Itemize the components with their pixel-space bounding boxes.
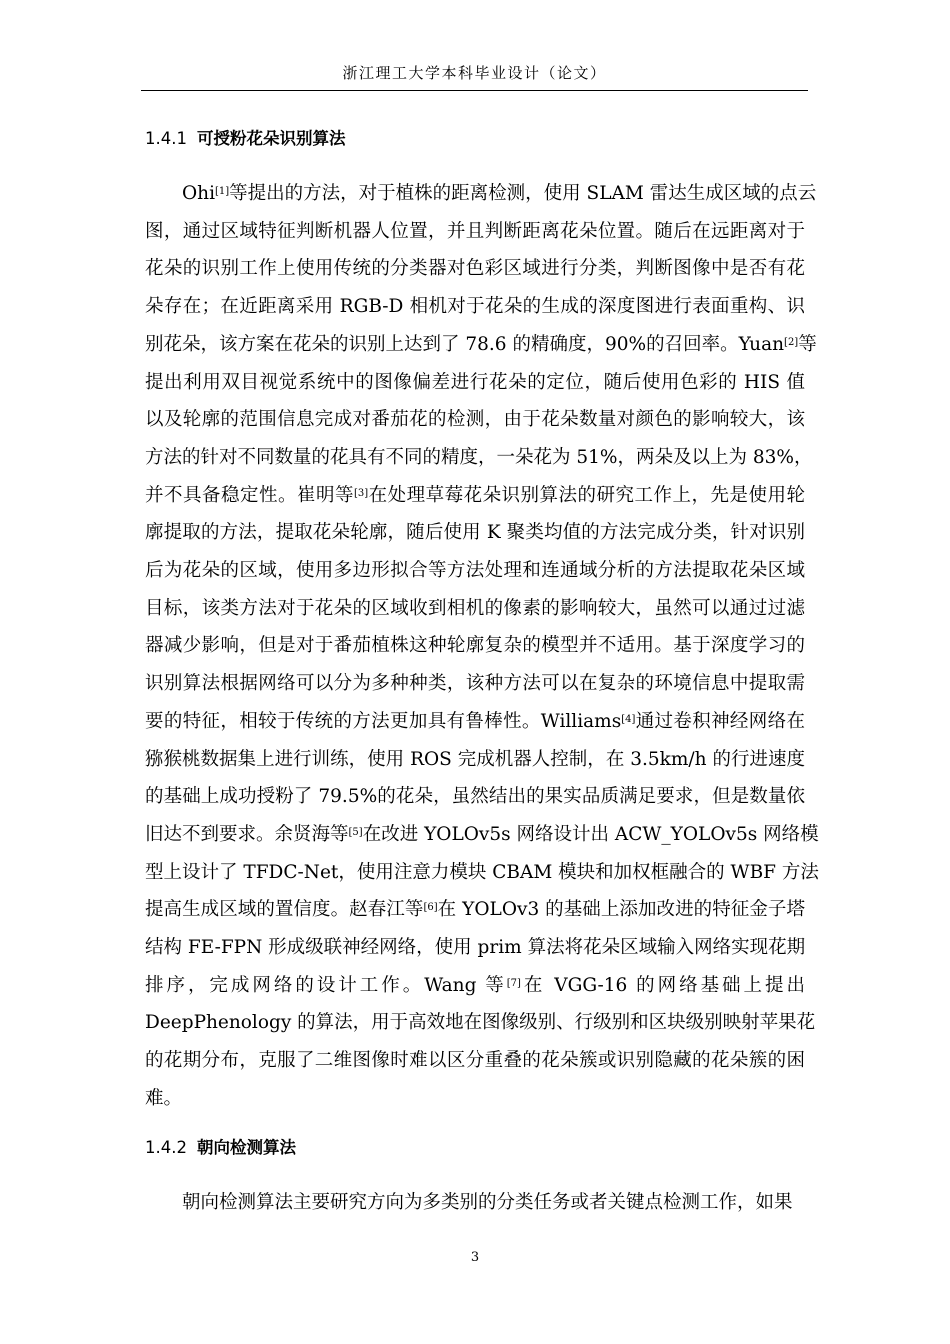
- text-line: 图，通过区域特征判断机器人位置，并且判断距离花朵位置。随后在远距离对于: [145, 220, 805, 242]
- text-line: 旧达不到要求。余贤海等[5]在改进 YOLOv5s 网络设计出 ACW_YOLOv5s 网络模: [145, 823, 819, 845]
- running-header: [141, 56, 808, 91]
- text-line: 别花朵，该方案在花朵的识别上达到了 78.6 的精确度，90%的召回率。Yuan[2]等: [145, 333, 817, 355]
- section-title: 可授粉花朵识别算法: [196, 129, 346, 148]
- section-number: 1.4.1: [145, 129, 187, 148]
- text-line: 难。: [145, 1087, 183, 1109]
- text-line: 结构 FE-FPN 形成级联神经网络，使用 prim 算法将花朵区域输入网络实现花期: [145, 937, 806, 958]
- section-number: 1.4.2: [145, 1138, 187, 1157]
- text-line: 要的特征，相较于传统的方法更加具有鲁棒性。Williams[4]通过卷积神经网络在: [145, 710, 805, 732]
- text-line: 提高生成区域的置信度。赵春江等[6]在 YOLOv3 的基础上添加改进的特征金子塔: [145, 899, 805, 921]
- section-title: 朝向检测算法: [196, 1138, 296, 1157]
- text-line: 廓提取的方法，提取花朵轮廓，随后使用 K 聚类均值的方法完成分类，针对识别: [145, 522, 805, 544]
- text-line: 排序，完成网络的设计工作。Wang 等[7]在 VGG-16 的网络基础上提出: [145, 974, 805, 996]
- text-line: Ohi[1]等提出的方法，对于植株的距离检测，使用 SLAM 雷达生成区域的点云: [145, 183, 817, 204]
- text-line: 花朵的识别工作上使用传统的分类器对色彩区域进行分类，判断图像中是否有花: [145, 258, 805, 280]
- page-number: 3: [470, 1250, 480, 1265]
- text-line: 的花期分布，克服了二维图像时难以区分重叠的花朵簇或识别隐藏的花朵簇的困: [145, 1050, 805, 1072]
- section-heading-1-4-1: [145, 125, 345, 149]
- text-line: 后为花朵的区域，使用多边形拟合等方法处理和连通域分析的方法提取花朵区域: [145, 560, 805, 581]
- text-line: 以及轮廓的范围信息完成对番茄花的检测，由于花朵数量对颜色的影响较大，该: [145, 409, 805, 431]
- text-line: 朝向检测算法主要研究方向为多类别的分类任务或者关键点检测工作，如果: [145, 1192, 793, 1213]
- text-line: 并不具备稳定性。崔明等[3]在处理草莓花朵识别算法的研究工作上，先是使用轮: [145, 484, 805, 506]
- text-line: 猕猴桃数据集上进行训练，使用 ROS 完成机器人控制，在 3.5km/h 的行进速度: [145, 748, 805, 770]
- text-line: 方法的针对不同数量的花具有不同的精度，一朵花为 51%，两朵及以上为 83%，: [145, 446, 813, 468]
- text-line: 识别算法根据网络可以分为多种种类，该种方法可以在复杂的环境信息中提取需: [145, 673, 805, 695]
- text-line: DeepPhenology 的算法，用于高效地在图像级别、行级别和区块级别映射苹果花: [145, 1012, 816, 1034]
- text-line: 提出利用双目视觉系统中的图像偏差进行花朵的定位，随后使用色彩的 HIS 值: [145, 371, 805, 393]
- text-line: 器减少影响，但是对于番茄植株这种轮廓复杂的模型并不适用。基于深度学习的: [145, 635, 805, 657]
- text-line: 型上设计了 TFDC-Net，使用注意力模块 CBAM 模块和加权框融合的 WBF 方法: [145, 861, 819, 883]
- text-line: 朵存在；在近距离采用 RGB-D 相机对于花朵的生成的深度图进行表面重构、识: [145, 296, 805, 318]
- header-title: 浙江理工大学本科毕业设计（论文）: [342, 64, 607, 82]
- text-line: 目标，该类方法对于花朵的区域收到相机的像素的影响较大，虽然可以通过过滤: [145, 597, 805, 619]
- text-line: 的基础上成功授粉了 79.5%的花朵，虽然结出的果实品质满足要求，但是数量依: [145, 786, 805, 808]
- section-heading-1-4-2: [145, 1134, 296, 1158]
